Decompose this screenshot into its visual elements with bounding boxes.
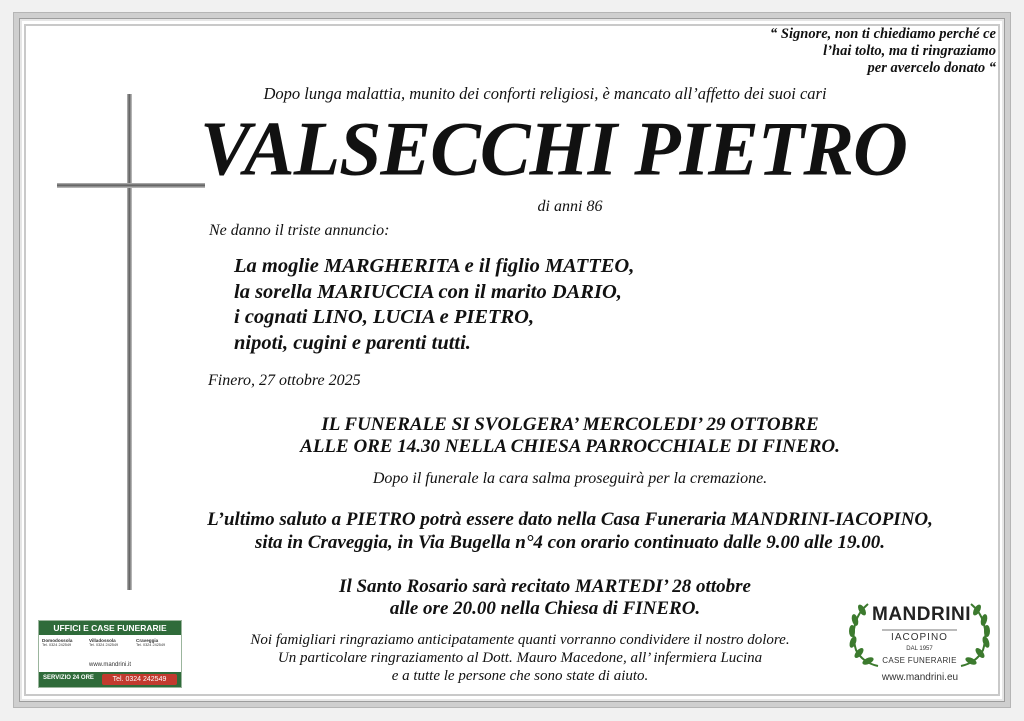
family-line: nipoti, cugini e parenti tutti.: [234, 331, 471, 354]
ad-website: www.mandrini.it: [88, 662, 131, 668]
farewell-line: L’ultimo saluto a PIETRO potrà essere dato nella Casa Funeraria MANDRINI-IACOPINO,: [207, 509, 933, 530]
family-list: [234, 254, 754, 356]
cross-horizontal-beam: [57, 183, 205, 188]
thanks-line: e a tutte le persone che sono state di aiuto.: [391, 668, 649, 684]
ad-column: [136, 638, 178, 648]
rosary-line: Il Santo Rosario sarà recitato MARTEDI’ 28 ottobre: [339, 576, 751, 597]
family-line: la sorella MARIUCCIA con il marito DARIO,: [234, 280, 622, 303]
ad-town: Craveggia: [136, 638, 159, 643]
logo-subtitle: IACOPINO: [891, 632, 948, 643]
logo-tagline: CASE FUNERARIE: [882, 656, 957, 665]
thanks-line: Un particolare ringraziamento al Dott. Mauro Macedone, all’ infermiera Lucina: [277, 650, 763, 666]
cremation-text: Dopo il funerale la cara salma proseguirà per la cremazione.: [372, 470, 768, 487]
ad-footer: [39, 672, 181, 687]
logo-website: www.mandrini.eu: [881, 672, 959, 683]
ad-info: Tel. 0324 242549: [42, 643, 72, 647]
quote-line: per avercelo donato “: [867, 60, 996, 76]
family-line: i cognati LINO, LUCIA e PIETRO,: [234, 306, 535, 328]
deceased-name: VALSECCHI PIETRO: [200, 106, 907, 192]
funeral-info: [160, 414, 980, 458]
ad-header: UFFICI E CASE FUNERARIE: [39, 621, 181, 635]
prayer-quote: [700, 26, 996, 77]
ad-columns: [42, 638, 178, 648]
announce-text: Ne danno il triste annuncio:: [209, 222, 390, 239]
logo-year: DAL 1957: [906, 646, 933, 652]
funeral-office-ad: [38, 620, 182, 688]
ad-phone: Tel. 0324 242549: [102, 674, 177, 685]
thanks-line: Noi famigliari ringraziamo anticipatamente quanti vorranno condividere il nostro dolore.: [250, 632, 790, 648]
ad-service-label: SERVIZIO 24 ORE: [43, 675, 94, 681]
mandrini-logo: [842, 596, 997, 690]
ad-column: [42, 638, 84, 648]
farewell-line: sita in Craveggia, in Via Bugella n°4 con orario continuato dalle 9.00 alle 19.00.: [255, 532, 885, 553]
rosary-line: alle ore 20.00 nella Chiesa di FINERO.: [389, 598, 701, 619]
deceased-age: di anni 86: [537, 198, 603, 215]
quote-line: l’hai tolto, ma ti ringraziamo: [823, 43, 996, 59]
ad-town: Domodossola: [42, 638, 73, 643]
funeral-line: ALLE ORE 14.30 NELLA CHIESA PARROCCHIALE DI FINERO.: [300, 436, 840, 457]
logo-brand-name: MANDRINI: [872, 604, 971, 625]
ad-town: Villadossola: [89, 638, 116, 643]
intro-text: Dopo lunga malattia, munito dei conforti religiosi, è mancato all’affetto dei suoi cari: [263, 84, 827, 103]
ad-info: Tel. 0324 242549: [136, 643, 166, 647]
rosary-info: [220, 576, 870, 620]
thanks-text: [190, 631, 850, 685]
ad-column: [89, 638, 131, 648]
farewell-info: [130, 508, 1010, 554]
notice-date: Finero, 27 ottobre 2025: [208, 372, 361, 389]
quote-line: “ Signore, non ti chiediamo perché ce: [770, 26, 996, 42]
funeral-line: IL FUNERALE SI SVOLGERA’ MERCOLEDI’ 29 OTTOBRE: [321, 414, 819, 435]
ad-info: Tel. 0324 242549: [89, 643, 119, 647]
family-line: La moglie MARGHERITA e il figlio MATTEO,: [234, 255, 635, 277]
